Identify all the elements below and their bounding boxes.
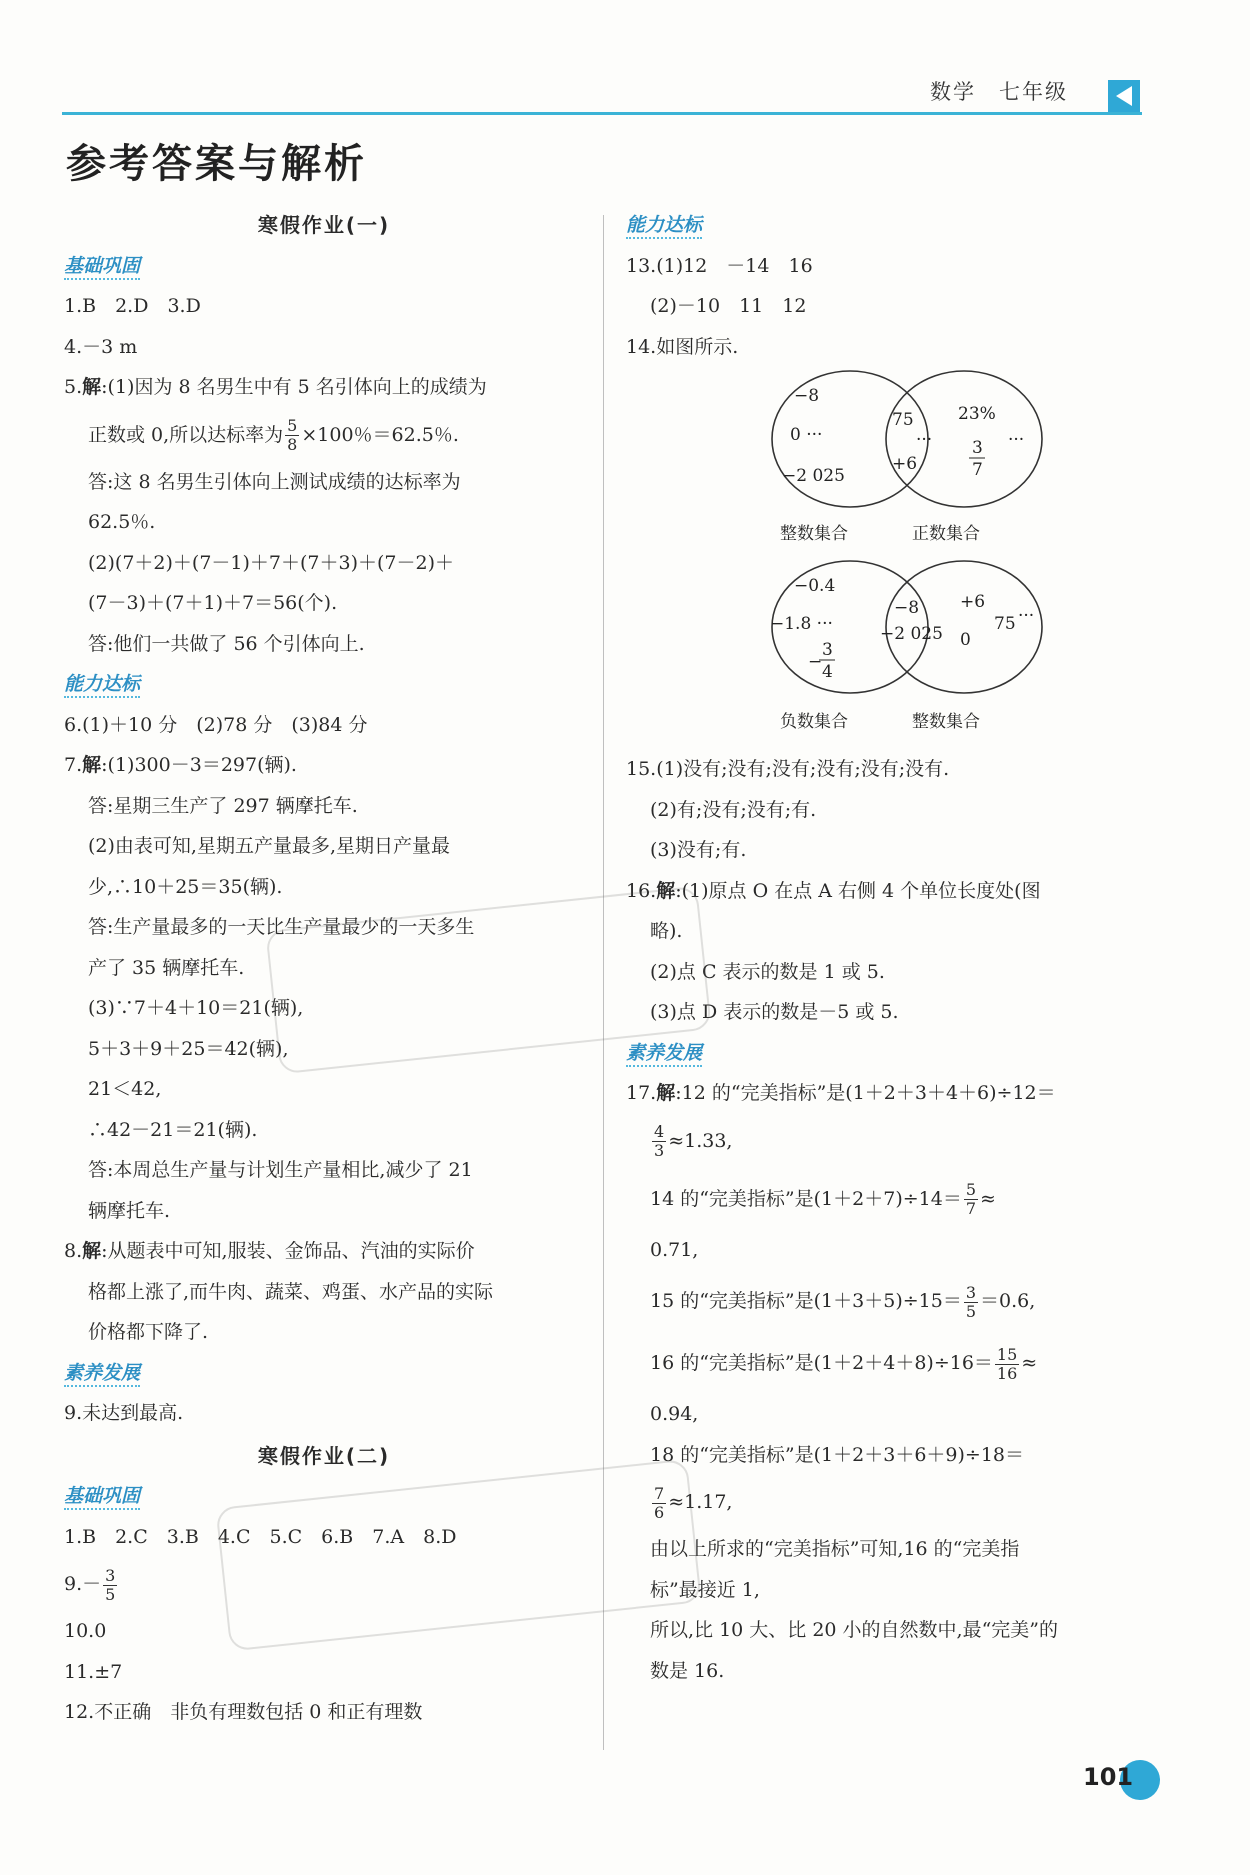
tag-jichu-2: 基础巩固 [64,1484,140,1510]
answer-2-9: 9.－ $\frac{3}{5}$ [64,1565,116,1604]
answer-14: 14.如图所示. [626,335,739,358]
section-title-2: 寒假作业(二) [257,1443,391,1468]
answer-5-a: 5.解:(1)因为 8 名男生中有 5 名引体向上的成绩为 [64,376,487,398]
answer-16-b: 略). [650,920,683,942]
left-column [64,205,584,1733]
tag-suyang-r: 素养发展 [626,1041,702,1067]
answer-17-e: 15 的“完美指标”是(1＋3＋5)÷15＝ $\frac{3}{5}$ ＝0.6, [650,1282,1036,1321]
v2-i: 75 [994,614,1016,634]
answer-17-b: $\frac{4}{3}$ ≈1.33, [654,1122,733,1160]
answer-7-e: 答:生产量最多的一天比生产量最少的一天多生 [88,916,475,938]
venn-diagram-2 [750,557,1110,749]
v1-lab1: 整数集合 [780,524,848,544]
answer-2-1-8: 1.B 2.C 3.B 4.C 5.C 6.B 7.A 8.D [64,1525,457,1548]
answer-8-b: 格都上涨了,而牛肉、蔬菜、鸡蛋、水产品的实际 [88,1280,494,1303]
section-title-1: 寒假作业(一) [257,213,391,237]
answer-7-g: (3)∵7＋4＋10＝21(辆), [88,997,304,1019]
answer-13-b: (2)－10 11 12 [650,295,807,317]
tag-nengli-r: 能力达标 [626,213,702,239]
answer-7-a: 7.解:(1)300－3＝297(辆). [64,754,297,776]
answer-16-d: (3)点 D 表示的数是－5 或 5. [650,1001,899,1023]
answer-17-a: 17.解:12 的“完美指标”是(1＋2＋3＋4＋6)÷12＝ [626,1082,1056,1104]
answer-7-k: 答:本周总生产量与计划生产量相比,减少了 21 [88,1159,473,1181]
v2-d: 4 [822,662,833,682]
column-divider [603,215,604,1750]
header-subject-grade: 数学 七年级 [930,80,1068,104]
v2-minus: − [808,652,823,672]
venn-diagram-1 [750,367,1110,557]
answer-2-11: 11.±7 [64,1660,123,1683]
fraction: $\frac{3}{5}$ [965,1282,977,1321]
right-column [626,205,1146,1691]
v2-lab2: 整数集合 [912,712,980,732]
v1-c: −2 025 [782,466,845,486]
answer-17-m: 数是 16. [650,1659,725,1682]
v2-lab1: 负数集合 [780,712,848,732]
v2-c: 3 [822,640,833,660]
answer-17-k: 标”最接近 1, [650,1578,760,1601]
v1-lab2: 正数集合 [912,524,980,544]
answer-1-3: 1.B 2.D 3.D [64,295,201,317]
v2-f: −2 025 [880,624,943,644]
tag-nengli: 能力达标 [64,672,140,698]
answer-8-a: 8.解:从题表中可知,服装、金饰品、汽油的实际价 [64,1240,475,1262]
v2-b: −1.8 ··· [770,614,833,634]
answer-2-10: 10.0 [64,1620,107,1642]
fraction: $\frac{5}{8}$ [287,416,298,454]
answer-5-f: (7－3)＋(7＋1)＋7＝56(个). [88,592,338,614]
answer-17-c: 14 的“完美指标”是(1＋2＋7)÷14＝ $\frac{5}{7}$ ≈ [650,1180,996,1218]
answer-5-g: 答:他们一共做了 56 个引体向上. [88,632,365,655]
v2-h: 0 [960,630,971,650]
answer-15-b: (2)有;没有;没有;有. [650,798,817,821]
v2-j: ··· [1018,606,1035,626]
v1-g: 23% [958,404,996,424]
answer-7-l: 辆摩托车. [88,1199,171,1222]
fraction: $\frac{15}{16}$ [996,1344,1018,1383]
v1-b: 0 ··· [790,425,823,445]
answer-7-c: (2)由表可知,星期五产量最多,星期日产量最 [88,835,450,857]
answer-7-d: 少,∴10＋25＝35(辆). [88,875,283,898]
back-arrow-icon [1108,80,1140,112]
answer-16-c: (2)点 C 表示的数是 1 或 5. [650,960,885,983]
answer-2-12: 12.不正确 非负有理数包括 0 和正有理数 [64,1701,423,1723]
answer-9: 9.未达到最高. [64,1402,184,1424]
answer-7-h: 5＋3＋9＋25＝42(辆), [88,1037,289,1060]
answer-16-a: 16.解:(1)原点 O 在点 A 右侧 4 个单位长度处(图 [626,879,1041,902]
answer-15-a: 15.(1)没有;没有;没有;没有;没有;没有. [626,758,950,780]
v1-h: ··· [1008,430,1025,450]
v1-f: +6 [892,454,918,474]
v2-e: −8 [894,598,920,618]
v2-g: +6 [960,592,986,612]
fraction: $\frac{3}{5}$ [105,1565,116,1604]
answer-5-c: 答:这 8 名男生引体向上测试成绩的达标率为 [88,470,461,493]
answer-6: 6.(1)＋10 分 (2)78 分 (3)84 分 [64,713,368,736]
answer-17-d: 0.71, [650,1238,699,1261]
fraction: $\frac{4}{3}$ [654,1122,665,1160]
answer-17-f: 16 的“完美指标”是(1＋2＋4＋8)÷16＝ $\frac{15}{16}$ ≈ [650,1344,1038,1383]
tag-suyang: 素养发展 [64,1361,140,1387]
answer-17-l: 所以,比 10 大、比 20 小的自然数中,最“完美”的 [650,1619,1059,1641]
tag-jichu: 基础巩固 [64,254,140,280]
page-number: 101 [1083,1763,1134,1791]
v1-j: 7 [972,460,983,480]
v1-a: −8 [794,386,820,406]
answer-17-g: 0.94, [650,1403,699,1425]
v2-a: −0.4 [794,576,836,596]
answer-5-d: 62.5％. [88,511,156,533]
answer-7-j: ∴42－21＝21(辆). [88,1118,258,1141]
answer-17-i: $\frac{7}{6}$ ≈1.17, [654,1483,733,1522]
answer-7-i: 21＜42, [88,1078,162,1100]
answer-7-f: 产了 35 辆摩托车. [88,956,245,979]
page-title: 参考答案与解析 [66,141,367,187]
answer-8-c: 价格都下降了. [88,1321,209,1343]
answer-17-j: 由以上所求的“完美指标”可知,16 的“完美指 [650,1538,1020,1560]
v1-e: ··· [916,430,933,450]
answer-17-h: 18 的“完美指标”是(1＋2＋3＋6＋9)÷18＝ [650,1443,1025,1466]
fraction: $\frac{5}{7}$ [965,1180,977,1218]
answer-4: 4.－3 m [64,335,138,358]
answer-15-c: (3)没有;有. [650,839,747,861]
header-rule [62,112,1142,115]
v1-i: 3 [972,438,983,458]
fraction: $\frac{7}{6}$ [654,1483,665,1522]
answer-5-e: (2)(7＋2)＋(7－1)＋7＋(7＋3)＋(7－2)＋ [88,551,455,574]
answer-5-b: 正数或 0,所以达标率为 $\frac{5}{8}$ ×100％＝62.5％. [88,416,459,454]
v1-d: 75 [892,410,914,430]
answer-7-b: 答:星期三生产了 297 辆摩托车. [88,794,358,817]
answer-13-a: 13.(1)12 －14 16 [626,254,813,277]
